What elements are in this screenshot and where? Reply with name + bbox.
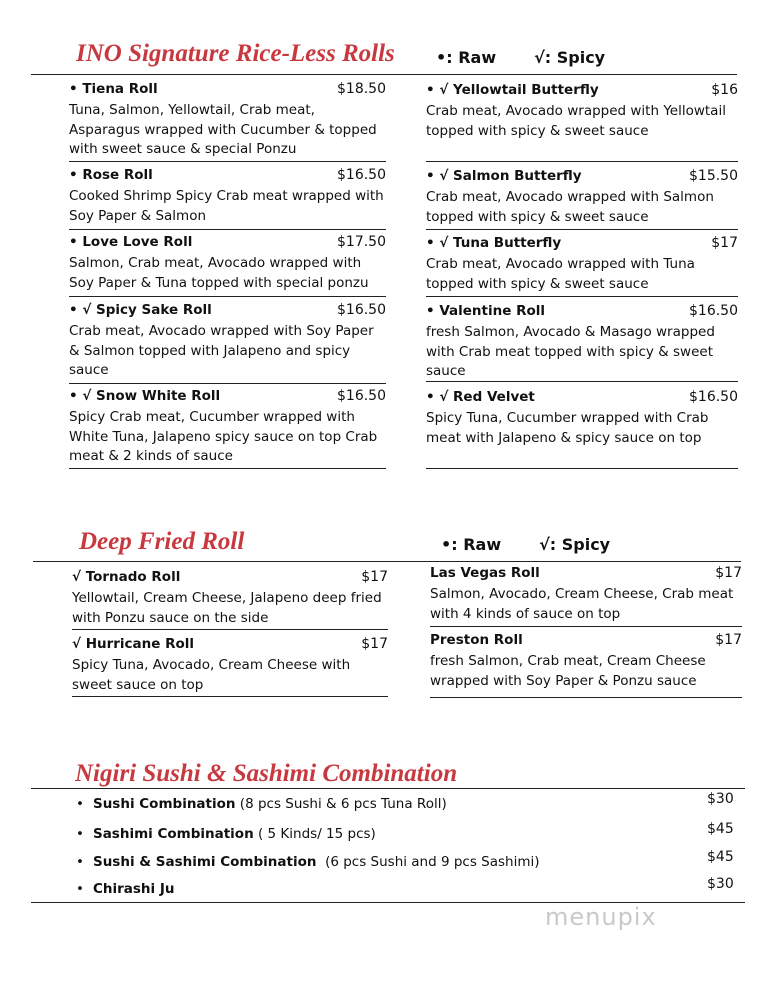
menu-item-price: $17 [361,569,388,585]
menu-item-description: wrapped with Soy Paper & Ponzu sauce [430,672,697,689]
menu-item-description: with sweet sauce & special Ponzu [69,141,297,157]
menu-item-price: $16.50 [337,167,386,183]
combo-item-price: $30 [707,876,734,892]
combo-item-name: Sushi & Sashimi Combination [92,854,317,870]
menu-item-description: topped with spicy & sweet sauce [426,275,649,292]
item-divider [430,626,742,627]
menu-item-description: Spicy Tuna, Cucumber wrapped with Crab [426,410,709,426]
item-divider [426,161,738,162]
menu-item-name: • √ Salmon Butterfly [426,168,582,184]
deep-fried-top-rule [33,561,741,562]
menu-item-name: • √ Spicy Sake Roll [69,302,212,318]
menu-item-description: fresh Salmon, Crab meat, Cream Cheese [430,653,706,669]
bullet-icon: • [76,826,84,842]
rice-less-top-rule [31,74,737,75]
menu-item [69,81,386,161]
menu-item [430,565,742,626]
menu-item-description: sweet sauce on top [72,676,204,693]
menu-item-description: Crab meat, Avocado wrapped with Yellowtail [426,103,726,119]
menu-item [430,632,742,697]
combo-item-price: $45 [707,821,734,837]
rice-less-title: INO Signature Rice-Less Rolls [76,40,395,67]
bullet-icon: • [76,881,84,897]
menu-item-price: $17 [361,636,388,652]
combo-item-detail: (6 pcs Sushi and 9 pcs Sashimi) [316,854,540,870]
menupix-watermark: menupix [545,903,657,931]
menu-item-price: $16.50 [689,389,738,405]
menu-item-description: sauce [426,363,466,379]
menu-item-price: $16.50 [689,303,738,319]
combo-item-detail: ( 5 Kinds/ 15 pcs) [253,826,376,842]
menu-item-description: Soy Paper & Tuna topped with special ponzu [69,274,369,291]
menu-item-description: fresh Salmon, Avocado & Masago wrapped [426,324,715,340]
menu-item-description: Soy Paper & Salmon [69,207,207,224]
menu-item-name: √ Hurricane Roll [72,636,195,652]
menu-item-description: Asparagus wrapped with Cucumber & topped [69,121,377,138]
menu-item [426,235,738,296]
rice-less-legend [436,48,643,67]
menu-item-price: $16.50 [337,302,386,318]
menu-item [72,636,388,696]
combo-item [76,796,447,812]
combo-item-price: $45 [707,849,734,865]
menu-item-description: topped with spicy & sweet sauce [426,122,649,139]
menu-item [426,303,738,381]
item-divider [72,629,388,630]
menu-item-name: • Love Love Roll [69,234,193,250]
menu-item-description: sauce [69,362,109,378]
menu-item-name: Preston Roll [430,632,523,648]
deep-fried-legend [441,535,648,554]
menu-item-name: • Rose Roll [69,167,153,183]
item-divider [426,296,738,297]
menu-item [426,168,738,229]
menu-item-description: with 4 kinds of sauce on top [430,605,621,622]
menu-item-name: • √ Snow White Roll [69,388,221,404]
menu-item-name: √ Tornado Roll [72,569,181,585]
item-divider [69,161,386,162]
menu-item-description: meat & 2 kinds of sauce [69,448,233,464]
menu-item-price: $17 [715,632,742,648]
menu-item-name: • √ Red Velvet [426,389,535,405]
item-divider [69,468,386,469]
menu-item-description: Cooked Shrimp Spicy Crab meat wrapped with [69,188,384,204]
menu-item-description: with Ponzu sauce on the side [72,609,269,626]
legend-raw: •: Raw [441,535,502,554]
item-divider [426,381,738,382]
menu-item-description: & Salmon topped with Jalapeno and spicy [69,342,351,359]
item-divider [430,697,742,698]
combo-item-name: Sushi Combination [92,796,236,812]
menu-item-description: Yellowtail, Cream Cheese, Jalapeno deep fried [72,590,382,606]
menu-item-description: Spicy Tuna, Avocado, Cream Cheese with [72,657,351,673]
combo-item [76,826,376,842]
menu-item-description: White Tuna, Jalapeno spicy sauce on top Crab [69,428,378,445]
menu-item-price: $17.50 [337,234,386,250]
menu-item-description: Crab meat, Avocado wrapped with Tuna [426,256,695,272]
menu-item-price: $16.50 [337,388,386,404]
menu-item-name: Las Vegas Roll [430,565,540,581]
bullet-icon: • [76,796,84,812]
menu-item [426,389,738,468]
combo-item-price: $30 [707,791,734,807]
menu-item-price: $15.50 [689,168,738,184]
item-divider [426,229,738,230]
menu-item [72,569,388,629]
menu-item-description: Spicy Crab meat, Cucumber wrapped with [69,409,355,425]
item-divider [72,696,388,697]
item-divider [426,468,738,469]
menu-item [426,82,738,161]
menu-item-name: • √ Tuna Butterfly [426,235,562,251]
menu-item-price: $18.50 [337,81,386,97]
nigiri-top-rule [31,788,745,789]
menu-item-description: Crab meat, Avocado wrapped with Salmon [426,189,714,205]
menu-item-description: meat with Jalapeno & spicy sauce on top [426,429,702,446]
menu-item-description: Tuna, Salmon, Yellowtail, Crab meat, [69,102,315,118]
combo-item-name: Sashimi Combination [92,826,254,842]
menu-item-price: $16 [711,82,738,98]
item-divider [69,296,386,297]
menu-item-name: • √ Yellowtail Butterfly [426,82,599,98]
menu-item-name: • Valentine Roll [426,303,546,319]
deep-fried-title: Deep Fried Roll [79,528,245,555]
combo-item-name: Chirashi Ju [92,881,175,897]
nigiri-title: Nigiri Sushi & Sashimi Combination [75,760,458,787]
menu-item-description: with Crab meat topped with spicy & sweet [426,343,714,360]
combo-item [76,854,540,870]
item-divider [69,229,386,230]
menu-item [69,302,386,383]
menu-item-description: Salmon, Crab meat, Avocado wrapped with [69,255,362,271]
menu-item [69,234,386,296]
menu-item-name: • Tiena Roll [69,81,158,97]
legend-spicy: √: Spicy [534,48,606,67]
menu-item-description: Crab meat, Avocado wrapped with Soy Paper [69,323,374,339]
menu-item-description: topped with spicy & sweet sauce [426,208,649,225]
combo-item-detail: (8 pcs Sushi & 6 pcs Tuna Roll) [235,796,447,812]
menu-item-price: $17 [711,235,738,251]
menu-item-price: $17 [715,565,742,581]
bullet-icon: • [76,854,84,870]
item-divider [69,383,386,384]
menu-item [69,167,386,229]
menu-item-description: Salmon, Avocado, Cream Cheese, Crab meat [430,586,734,602]
legend-raw: •: Raw [436,48,497,67]
combo-item [76,881,175,897]
legend-spicy: √: Spicy [539,535,611,554]
menu-item [69,388,386,468]
